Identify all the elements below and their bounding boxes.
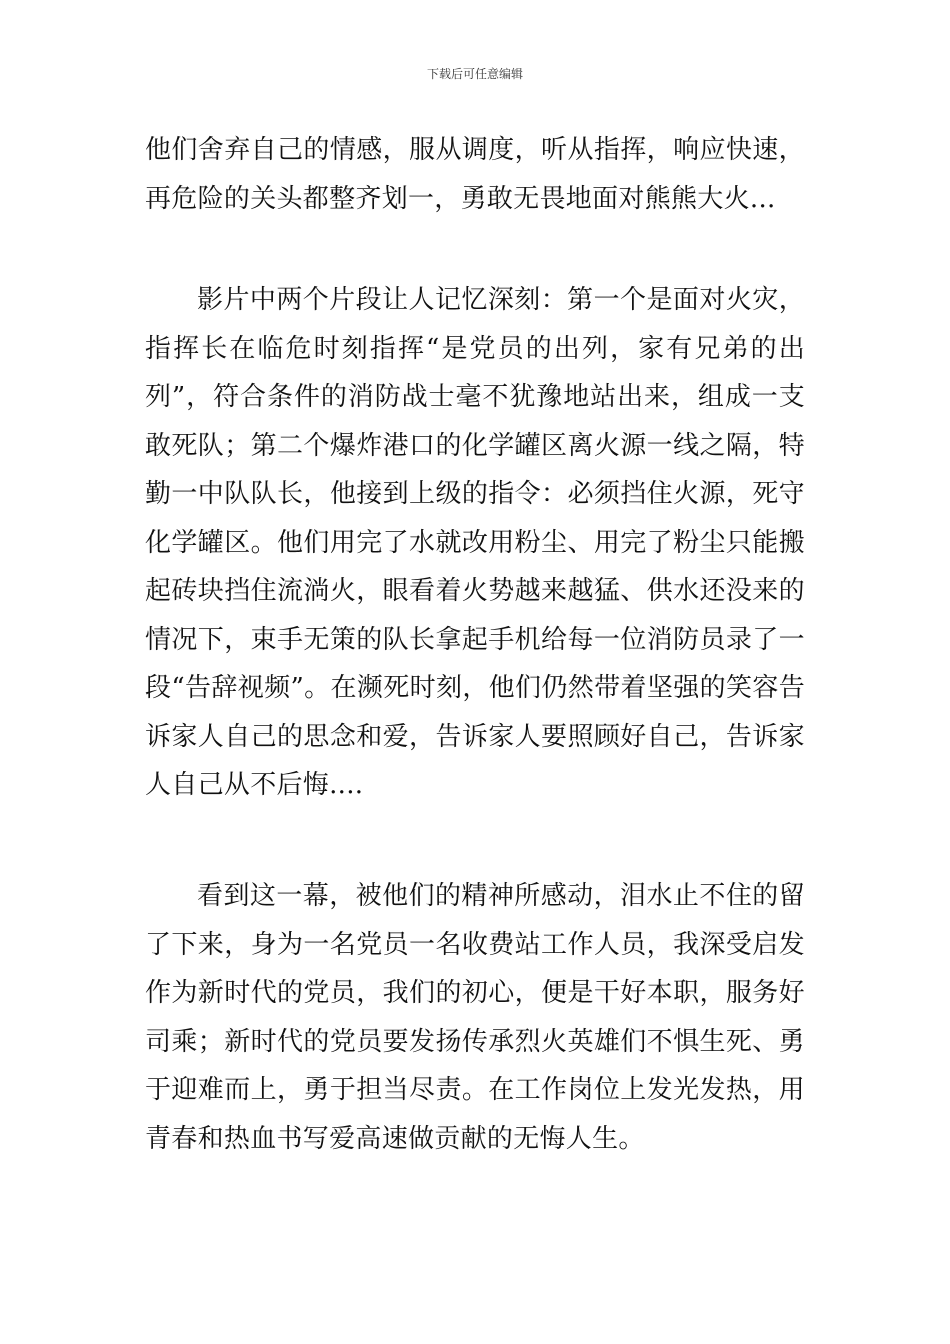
page-header-note: 下载后可任意编辑: [426, 67, 523, 81]
paragraph-3: 看到这一幕，被他们的精神所感动，泪水止不住的留了下来，身为一名党员一名收费站工作人员，我深受启发作为新时代的党员，我们的初心，便是干好本职，服务好司乘；新时代的党员要发扬传承烈火英雄们不惧生死、勇于迎难而上，勇于担当尽责。在工作岗位上发光发热，用青春和热血书写爱高速做贡献的无悔人生。: [145, 881, 805, 1154]
paragraph-2: 影片中两个片段让人记忆深刻：第一个是面对火灾，指挥长在临危时刻指挥“是党员的出列，家有兄弟的出列”，符合条件的消防战士毫不犹豫地站出来，组成一支敢死队；第二个爆炸港口的化学罐区离火源一线之隔，特勤一中队队长，他接到上级的指令：必须挡住火源，死守化学罐区。他们用完了水就改用粉尘、用完了粉尘只能搬起砖块挡住流淌火，眼看着火势越来越猛、供水还没来的情况下，束手无策的队长拿起手机给每一位消防员录了一段“告辞视频”。在濒死时刻，他们仍然带着坚强的笑容告诉家人自己的思念和爱，告诉家人要照顾好自己，告诉家人自己从不后悔....: [145, 285, 805, 800]
paragraph-1: 他们舍弃自己的情感，服从调度，听从指挥，响应快速，再危险的关头都整齐划一，勇敢无畏地面对熊熊大火...: [145, 135, 805, 214]
